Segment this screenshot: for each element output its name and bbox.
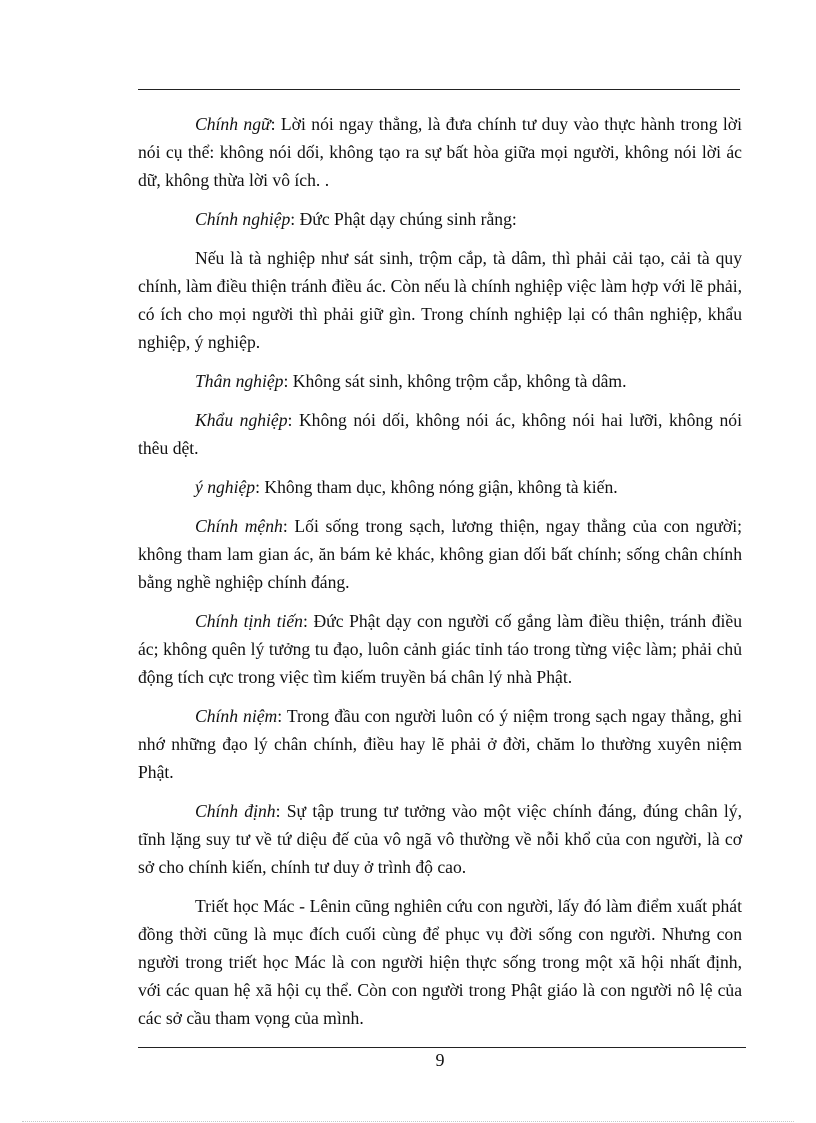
paragraph bbox=[138, 892, 742, 1032]
paragraph-text: : Lời nói ngay thẳng, là đưa chính tư duy vào thực hành trong lời nói cụ thể: không nói dối, không tạo ra sự bất hòa giữa mọi người, không nói lời ác dữ, không thừa lời vô ích. . bbox=[138, 114, 742, 190]
term: Chính niệm bbox=[195, 706, 278, 726]
paragraph-text: : Trong đầu con người luôn có ý niệm trong sạch ngay thẳng, ghi nhớ những đạo lý chân chính, điều hay lẽ phải ở đời, chăm lo thường xuyên niệm Phật. bbox=[138, 706, 742, 782]
header-rule bbox=[138, 89, 740, 90]
paragraph bbox=[138, 367, 742, 395]
paragraph-text: : Sự tập trung tư tưởng vào một việc chính đáng, đúng chân lý, tĩnh lặng suy tư về tứ diệu đế của vô ngã vô thường về nỗi khổ của con người, là cơ sở cho chính kiến, chính tư duy ở trình độ cao. bbox=[138, 801, 742, 877]
paragraph bbox=[138, 406, 742, 462]
paragraph-text: Nếu là tà nghiệp như sát sinh, trộm cắp, tà dâm, thì phải cải tạo, cải tà quy chính, làm điều thiện tránh điều ác. Còn nếu là chính nghiệp việc làm hợp với lẽ phải, có ích cho mọi người thì phải giữ gìn. Trong chính nghiệp lại có thân nghiệp, khẩu nghiệp, ý nghiệp. bbox=[138, 248, 742, 352]
page-edge-divider bbox=[22, 1121, 794, 1122]
document-body bbox=[138, 110, 742, 1043]
term: Chính nghiệp bbox=[195, 209, 291, 229]
term: Chính mệnh bbox=[195, 516, 283, 536]
paragraph-text: Triết học Mác - Lênin cũng nghiên cứu con người, lấy đó làm điểm xuất phát đồng thời cũng là mục đích cuối cùng để phục vụ đời sống con người. Nhưng con người trong triết học Mác là con người hiện thực sống trong một xã hội nhất định, với các quan hệ xã hội cụ thể. Còn con người trong Phật giáo là con người nô lệ của các sở cầu tham vọng của mình. bbox=[138, 896, 742, 1028]
paragraph bbox=[138, 244, 742, 356]
paragraph-text: : Lối sống trong sạch, lương thiện, ngay thẳng của con người; không tham lam gian ác, ăn bám kẻ khác, không gian dối bất chính; sống chân chính bằng nghề nghiệp chính đáng. bbox=[138, 516, 743, 592]
paragraph bbox=[138, 607, 742, 691]
paragraph-text: : Không sát sinh, không trộm cắp, không tà dâm. bbox=[283, 371, 627, 391]
term: Chính ngữ bbox=[195, 114, 271, 134]
paragraph bbox=[138, 702, 742, 786]
paragraph bbox=[138, 205, 742, 233]
paragraph bbox=[138, 110, 742, 194]
paragraph bbox=[138, 473, 742, 501]
page-number: 9 bbox=[435, 1050, 445, 1070]
footer-rule bbox=[138, 1047, 746, 1048]
paragraph-text: : Đức Phật dạy chúng sinh rằng: bbox=[290, 209, 517, 229]
paragraph-text: : Không tham dục, không nóng giận, không tà kiến. bbox=[255, 477, 618, 497]
paragraph-text: : Không nói dối, không nói ác, không nói hai lưỡi, không nói thêu dệt. bbox=[138, 410, 742, 458]
term: Khẩu nghiệp bbox=[195, 410, 288, 430]
term: ý nghiệp bbox=[195, 477, 256, 497]
paragraph bbox=[138, 512, 742, 596]
term: Chính tịnh tiến bbox=[195, 611, 303, 631]
term: Chính định bbox=[195, 801, 276, 821]
paragraph-text: : Đức Phật dạy con người cố gắng làm điều thiện, tránh điều ác; không quên lý tưởng tu đạo, luôn cảnh giác tỉnh táo trong từng việc làm; phải chủ động tích cực trong việc tìm kiếm truyền bá chân lý nhà Phật. bbox=[138, 611, 743, 687]
paragraph bbox=[138, 797, 742, 881]
term: Thân nghiệp bbox=[195, 371, 284, 391]
